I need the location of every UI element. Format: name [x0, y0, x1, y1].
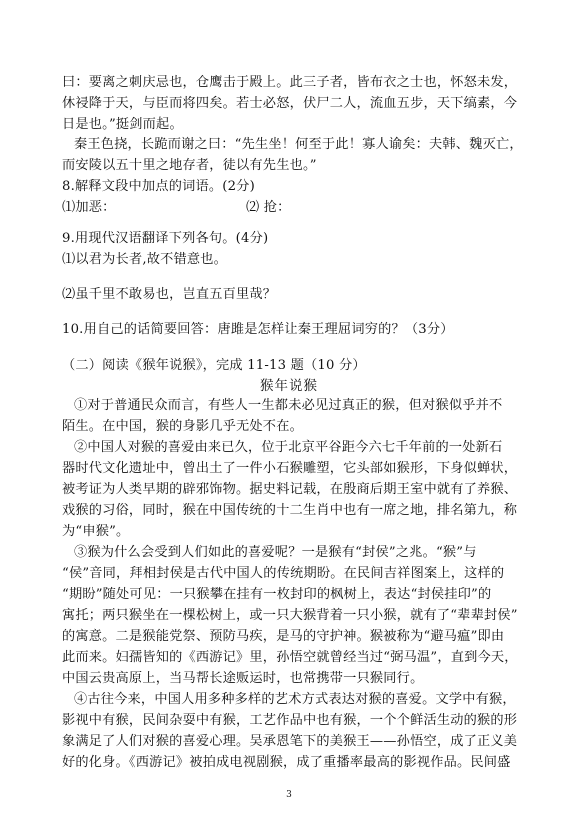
text-line: 而安陵以五十里之地存者，徒以有先生也。” — [62, 158, 317, 173]
paragraph-line: “侯”音同，拜相封侯是古代中国人的传统期盼。在民间吉祥图案上，这样的 — [62, 566, 505, 581]
question-10: 10.用自己的话简要回答：唐雎是怎样让秦王理屈词穷的？（3分） — [62, 322, 454, 337]
paragraph-line: 此而来。妇孺皆知的《西游记》里，孙悟空就曾经当过“弼马温”，直到今天， — [62, 650, 518, 665]
page-number: 3 — [286, 790, 292, 800]
paragraph-line: 好的化身。《西游记》被拍成电视剧猴，成了重播率最高的影视作品。民间盛 — [62, 755, 511, 770]
paragraph-line: 影视中有猴，民间杂耍中有猴，工艺作品中也有猴，一个个鲜活生动的猴的形 — [62, 713, 518, 728]
question-8-item-1: ⑴加恶： — [62, 200, 116, 215]
question-8-item-2: ⑵ 抢： — [246, 200, 291, 215]
text-line: 休祲降于天，与臣而将四矣。若士必怒，伏尸二人，流血五步，天下缟素，今 — [62, 96, 518, 111]
paragraph-line: ②中国人对猴的喜爱由来已久，位于北京平谷距今六七千年前的一处新石 — [74, 440, 503, 455]
paragraph-line: 寓托；两只猴坐在一棵松树上，或一只大猴背着一只小猴，就有了“辈辈封侯” — [62, 608, 518, 623]
question-9-item-2: ⑵虽千里不敢易也，岂直五百里哉？ — [62, 287, 277, 302]
paragraph-line: 象满足了人们对猴的喜爱心理。吴承恩笔下的美猴王——孙悟空，成了正义美 — [62, 734, 518, 749]
paragraph-line: ④古往今来，中国人用多种多样的艺术方式表达对猴的喜爱。文学中有猴， — [74, 692, 516, 707]
paragraph-line: 中国云贵高原上，当马帮长途贩运时，也常携带一只猴同行。 — [62, 671, 424, 686]
text-line: 秦王色挠，长跪而谢之曰：“先生坐！何至于此！寡人谕矣：夫韩、魏灭亡， — [74, 137, 523, 152]
text-line: 日是也。”挺剑而起。 — [62, 117, 183, 132]
article-title: 猴年说猴 — [260, 378, 318, 394]
question-9-item-1: ⑴以君为长者,故不错意也。 — [62, 252, 228, 267]
paragraph-line: 被考证为人类早期的辟邪饰物。据史料记载，在殷商后期王室中就有了养猴、 — [62, 482, 518, 497]
paragraph-line: 的寓意。二是猴能党祭、预防马疾，是马的守护神。猴被称为“避马瘟”即由 — [62, 629, 505, 644]
paragraph-line: 陌生。在中国，猴的身影几乎无处不在。 — [62, 419, 303, 434]
paragraph-line: 为“申猴”。 — [62, 524, 130, 539]
paragraph-line: ③猴为什么会受到人们如此的喜爱呢？一是猴有“封侯”之兆。“猴”与 — [74, 545, 477, 560]
question-8: 8.解释文段中加点的词语。(2分) — [62, 179, 255, 194]
text-line: 曰：要离之刺庆忌也，仓鹰击于殿上。此三子者，皆布衣之士也，怀怒未发， — [62, 75, 518, 90]
paragraph-line: 戏猴的习俗，同时，猴在中国传统的十二生肖中也有一席之地，排名第九，称 — [62, 503, 518, 518]
question-9: 9.用现代汉语翻译下列各句。(4分) — [62, 231, 269, 246]
paragraph-line: “期盼”随处可见：一只猴攀在挂有一枚封印的枫树上，表达“封侯挂印”的 — [62, 587, 492, 602]
paragraph-line: ①对于普通民众而言，有些人一生都未必见过真正的猴，但对猴似乎并不 — [74, 398, 503, 413]
paragraph-line: 器时代文化遗址中，曾出土了一件小石猴雕塑，它头部如猴形，下身似蝉状， — [62, 461, 518, 476]
section-heading: （二）阅读《猴年说猴》，完成 11-13 题（10 分） — [62, 358, 366, 373]
